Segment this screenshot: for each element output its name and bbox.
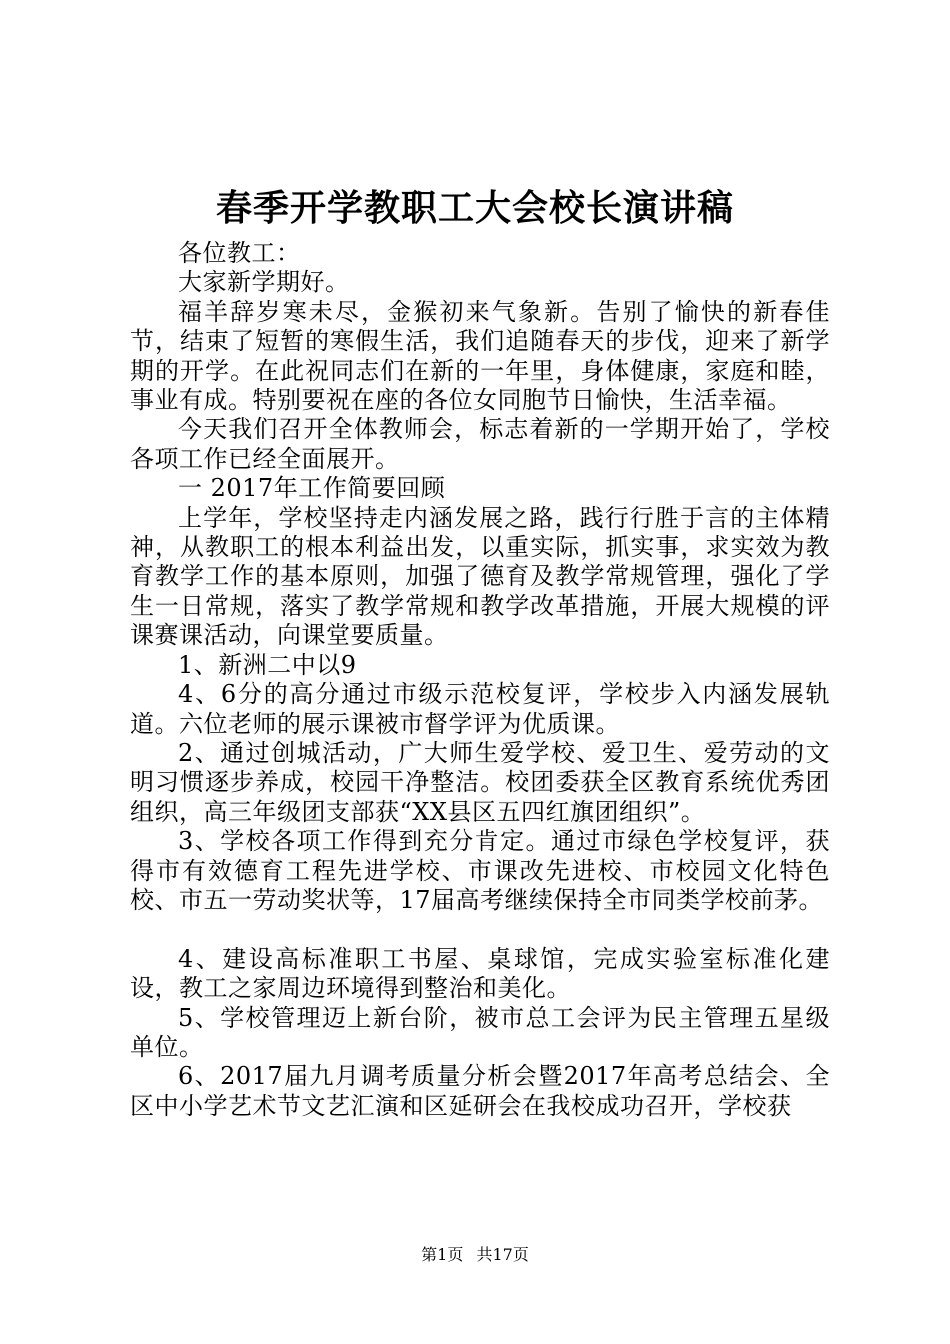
paragraph-meeting: 今天我们召开全体教师会，标志着新的一学期开始了，学校各项工作已经全面展开。: [130, 415, 830, 473]
list-item-5: 5、学校管理迈上新台阶，被市总工会评为民主管理五星级单位。: [130, 1003, 830, 1061]
list-item-3: 3、学校各项工作得到充分肯定。通过市绿色学校复评，获得市有效德育工程先进学校、市课改先进校、市校园文化特色校、市五一劳动奖状等，17届高考继续保持全市同类学校前茅。: [130, 827, 830, 914]
document-body: [130, 239, 830, 1121]
list-item-6: 6、2017届九月调考质量分析会暨2017年高考总结会、全区中小学艺术节文艺汇演和区延研会在我校成功召开，学校获: [130, 1062, 830, 1120]
section-heading-review: 一 2017年工作简要回顾: [178, 474, 446, 503]
list-item-1: 1、新洲二中以9: [178, 650, 357, 679]
list-item-2: 2、通过创城活动，广大师生爱学校、爱卫生、爱劳动的文明习惯逐步养成，校园干净整洁。校团委获全区教育系统优秀团组织，高三年级团支部获“XX县区五四红旗团组织”。: [130, 738, 830, 826]
page-footer: [0, 1243, 950, 1267]
paragraph-greeting: 各位教工：: [178, 239, 301, 267]
paragraph-last-year: 上学年，学校坚持走内涵发展之路，践行行胜于言的主体精神，从教职工的根本利益出发，以重实际，抓实事，求实效为教育教学工作的基本原则，加强了德育及教学常规管理，强化了学生一日常规，落实了教学常规和教学改革措施，开展大规模的评课赛课活动，向课堂要质量。: [130, 503, 830, 650]
document-title: 春季开学教职工大会校长演讲稿: [215, 187, 734, 229]
list-item-4: 4、建设高标准职工书屋、桌球馆，完成实验室标准化建设，教工之家周边环境得到整治和美化。: [130, 944, 830, 1003]
page-number: 第1页: [421, 1245, 464, 1264]
page-total: 共17页: [476, 1245, 529, 1264]
paragraph-new-term: 大家新学期好。: [178, 268, 350, 297]
paragraph-spring: 福羊辞岁寒未尽，金猴初来气象新。告别了愉快的新春佳节，结束了短暂的寒假生活，我们追随春天的步伐，迎来了新学期的开学。在此祝同志们在新的一年里，身体健康，家庭和睦，事业有成。特别要祝在座的各位女同胞节日愉快，生活幸福。: [130, 297, 830, 415]
list-item-1-cont: 4、6分的高分通过市级示范校复评，学校步入内涵发展轨道。六位老师的展示课被市督学评为优质课。: [130, 680, 830, 738]
